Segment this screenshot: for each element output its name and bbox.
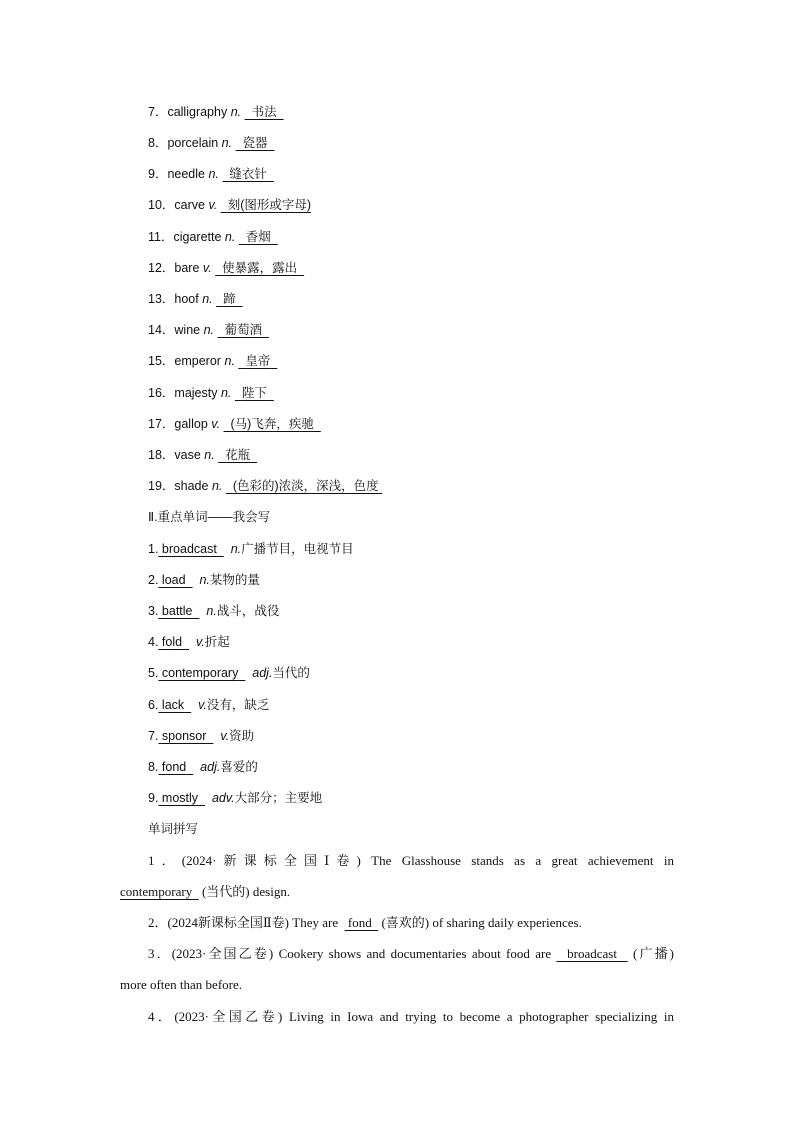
item-meaning: (色彩的)浓淡，深浅，色度 — [232, 479, 379, 493]
list-item — [148, 572, 260, 588]
item-meaning: 喜爱的 — [220, 760, 258, 774]
item-meaning: 香烟 — [245, 230, 271, 244]
item-pos: v. — [208, 198, 218, 212]
exercise-hint: (当代的) — [201, 884, 250, 899]
exercise-source: (2023·全国乙卷) — [174, 1009, 283, 1024]
item-answer: load — [161, 573, 186, 587]
exercise-line: contemporary (当代的) design. — [120, 884, 291, 899]
exercise-source: (2023·全国乙卷) — [171, 946, 274, 961]
item-number: 17． — [148, 417, 175, 431]
item-meaning: 陛下 — [241, 386, 267, 400]
list-item — [148, 197, 311, 213]
item-number: 3. — [148, 604, 159, 618]
item-meaning: 广播节目，电视节目 — [241, 542, 354, 556]
list-item — [148, 728, 254, 744]
item-number: 8. — [148, 760, 159, 774]
item-answer: fond — [161, 760, 187, 774]
list-item — [148, 790, 322, 806]
item-number: 12． — [148, 261, 175, 275]
item-meaning: 书法 — [251, 105, 277, 119]
item-meaning: 战斗，战役 — [216, 604, 280, 618]
item-meaning: 刻(图形或字母) — [227, 198, 312, 212]
list-item — [148, 759, 258, 775]
item-number: 9． — [148, 167, 168, 181]
exercise-item — [120, 845, 674, 907]
exercise-line: 1．(2024·新课标全国Ⅰ卷) The Glasshouse stands as a great achievement in — [148, 853, 675, 868]
item-word: vase — [174, 448, 201, 462]
item-pos: n. — [204, 448, 215, 462]
list-item — [148, 322, 269, 338]
exercise-answer: broadcast — [567, 946, 617, 961]
item-meaning: 使暴露，露出 — [222, 261, 298, 275]
item-pos: n. — [202, 292, 213, 306]
item-pos: n. — [206, 604, 217, 618]
item-pos: v. — [195, 635, 205, 649]
item-meaning: 当代的 — [272, 666, 310, 680]
item-number: 14． — [148, 323, 175, 337]
item-answer: mostly — [161, 791, 199, 805]
list-item — [148, 447, 257, 463]
list-item — [148, 229, 278, 245]
list-item — [148, 104, 284, 120]
list-item — [148, 634, 230, 650]
list-item — [148, 541, 354, 557]
item-meaning: 折起 — [204, 635, 230, 649]
item-number: 13． — [148, 292, 175, 306]
item-pos: v. — [198, 698, 207, 712]
item-word: emperor — [174, 354, 221, 368]
exercise-line: 3．(2023·全国乙卷) Cookery shows and documentaries about food are broadcast (广播) — [148, 946, 675, 961]
item-word: needle — [167, 167, 205, 181]
exercise-answer: fond — [347, 915, 372, 930]
item-pos: n. — [220, 386, 232, 400]
item-word: bare — [174, 261, 200, 275]
item-number: 18． — [148, 448, 175, 462]
exercise-source: (2024·新课标全国Ⅰ卷) — [181, 853, 361, 868]
item-word: carve — [174, 198, 205, 212]
item-meaning: 没有，缺乏 — [206, 698, 270, 712]
exercise-answer: contemporary — [120, 884, 193, 899]
item-number: 7． — [148, 105, 168, 119]
list-item — [148, 697, 269, 713]
list-item — [148, 416, 321, 432]
section-title: Ⅱ.重点单词——我会写 — [148, 510, 271, 524]
list-item — [148, 135, 275, 151]
exercise-source: (2024新课标全国Ⅱ卷) — [167, 915, 290, 930]
item-meaning: 皇帝 — [245, 354, 271, 368]
item-pos: n. — [224, 230, 236, 244]
item-meaning: 大部分；主要地 — [234, 791, 323, 805]
item-number: 5. — [148, 666, 159, 680]
item-meaning: 瓷器 — [242, 136, 268, 150]
list-item — [148, 665, 310, 681]
item-pos: n. — [199, 573, 210, 587]
exercise-item — [120, 938, 674, 1000]
exercise-item — [120, 907, 674, 938]
list-item — [148, 166, 274, 182]
item-word: gallop — [174, 417, 208, 431]
item-word: hoof — [174, 292, 199, 306]
list-item — [148, 353, 277, 369]
item-meaning: 缝衣针 — [229, 167, 267, 181]
item-number: 1. — [148, 542, 159, 556]
exercise-hint: (广播) — [633, 946, 675, 961]
item-number: 9. — [148, 791, 159, 805]
item-meaning: 蹄 — [223, 292, 236, 306]
item-number: 16． — [148, 386, 175, 400]
item-meaning: 葡萄酒 — [224, 323, 262, 337]
item-meaning: 资助 — [229, 729, 255, 743]
item-number: 10． — [148, 198, 175, 212]
item-pos: adj. — [200, 760, 221, 774]
item-pos: n. — [203, 323, 215, 337]
item-answer: sponsor — [161, 729, 207, 743]
exercise-line: 2．(2024新课标全国Ⅱ卷) They are fond (喜欢的) of sharing daily experiences. — [148, 915, 582, 930]
item-pos: v. — [220, 729, 230, 743]
item-number: 11． — [148, 230, 174, 244]
item-answer: lack — [161, 698, 185, 712]
item-word: majesty — [174, 386, 218, 400]
exercise-line: more often than before. — [120, 977, 243, 992]
item-answer: battle — [161, 604, 193, 618]
item-pos: v. — [211, 417, 221, 431]
item-number: 15． — [148, 354, 175, 368]
list-item — [148, 291, 243, 307]
item-meaning: 某物的量 — [209, 573, 260, 587]
item-word: calligraphy — [167, 105, 228, 119]
item-word: porcelain — [167, 136, 219, 150]
item-answer: broadcast — [161, 542, 217, 556]
item-meaning: (马)飞奔，疾驰 — [230, 417, 314, 431]
exercise-item — [120, 1001, 674, 1032]
item-pos: n. — [230, 105, 242, 119]
exercise-hint: (喜欢的) — [381, 915, 430, 930]
item-number: 6. — [148, 698, 159, 712]
list-item — [148, 478, 382, 494]
item-pos: n. — [221, 136, 233, 150]
section-title: 单词拼写 — [148, 822, 199, 836]
list-item — [148, 603, 279, 619]
item-answer: contemporary — [161, 666, 239, 680]
item-pos: n. — [211, 479, 223, 493]
item-number: 8． — [148, 136, 168, 150]
item-number: 7. — [148, 729, 159, 743]
item-answer: fold — [161, 635, 183, 649]
item-pos: adj. — [252, 666, 273, 680]
item-word: cigarette — [173, 230, 222, 244]
list-item — [148, 260, 304, 276]
item-number: 2. — [148, 573, 159, 587]
item-meaning: 花瓶 — [225, 448, 251, 462]
item-pos: v. — [202, 261, 212, 275]
item-word: shade — [174, 479, 209, 493]
item-pos: n. — [224, 354, 235, 368]
item-number: 19． — [148, 479, 175, 493]
exercise-line: 4．(2023·全国乙卷) Living in Iowa and trying to become a photographer specializing in — [148, 1009, 675, 1024]
item-pos: adv. — [211, 791, 235, 805]
item-number: 4. — [148, 635, 159, 649]
item-word: wine — [174, 323, 201, 337]
list-item — [148, 385, 274, 401]
item-pos: n. — [230, 542, 242, 556]
item-pos: n. — [208, 167, 219, 181]
